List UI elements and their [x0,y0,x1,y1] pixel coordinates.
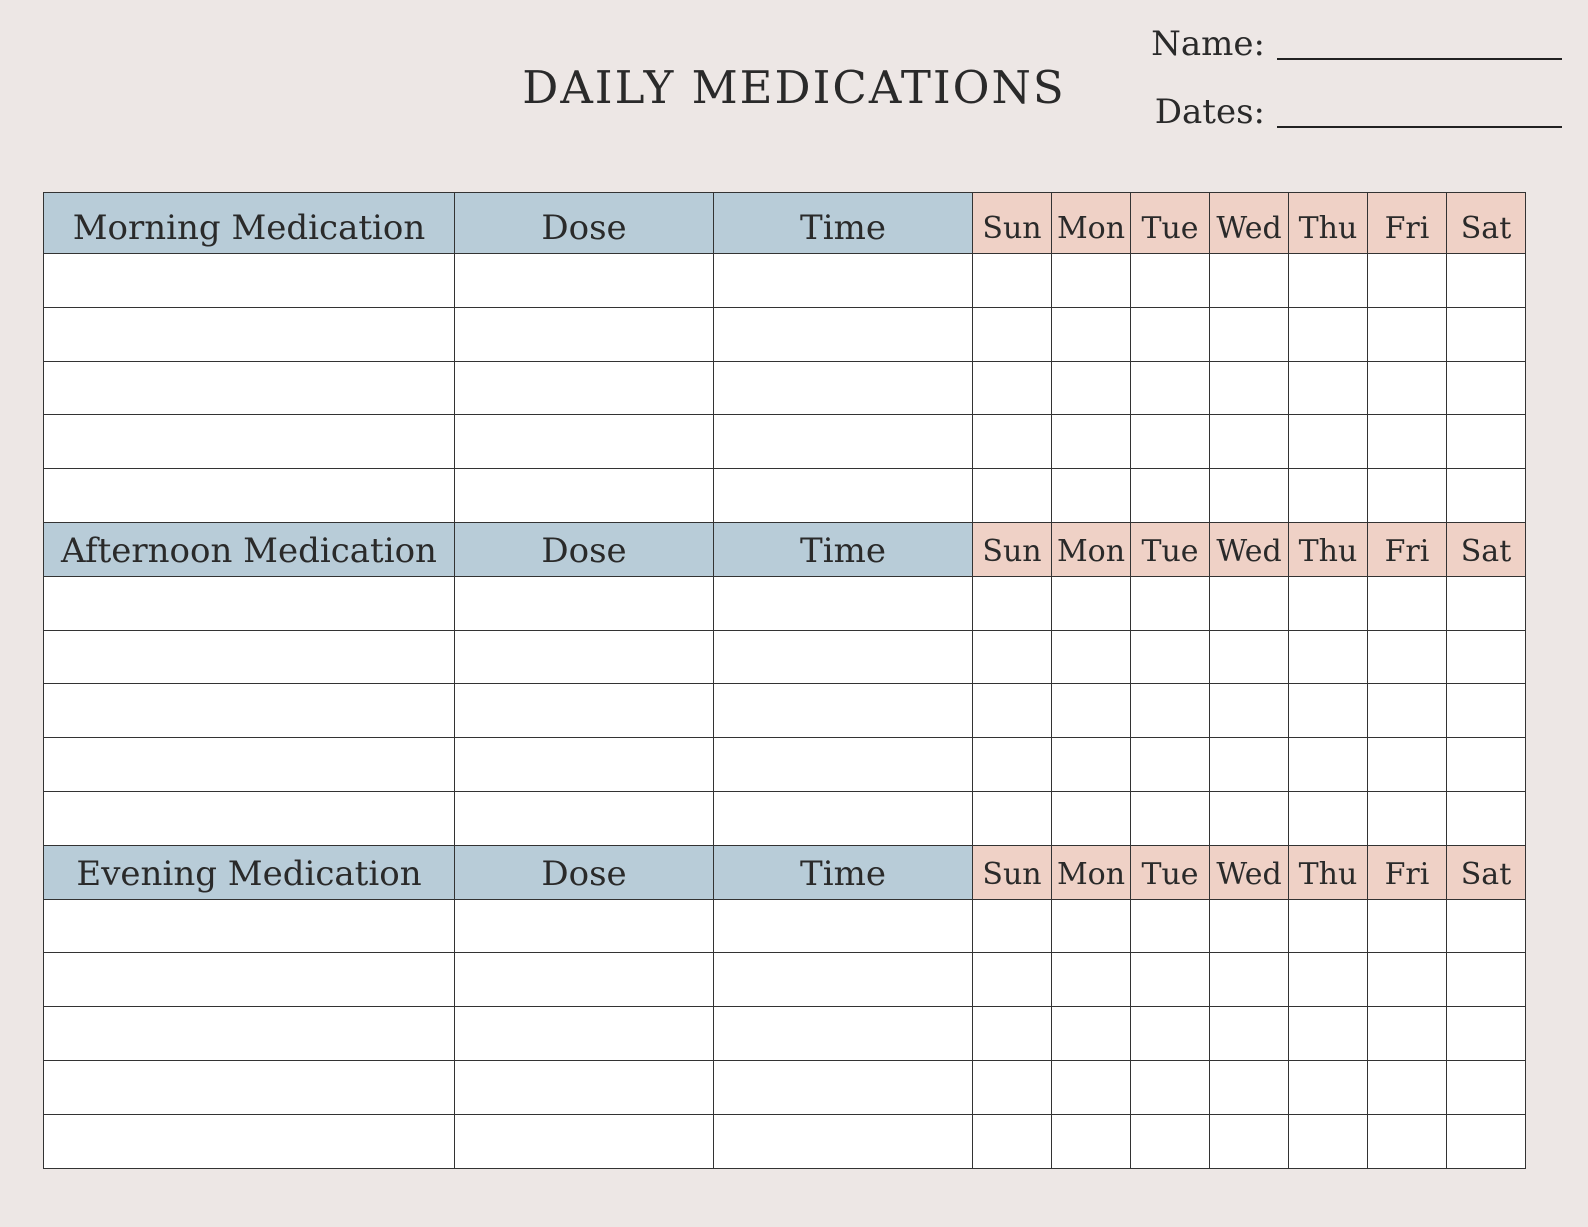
day-check-cell[interactable] [1368,576,1447,630]
time-cell[interactable] [714,791,973,845]
day-check-cell[interactable] [1289,1060,1368,1114]
day-header-thu: Thu [1289,845,1368,899]
day-header-sat: Sat [1447,522,1526,576]
medication-cell[interactable] [44,630,455,684]
dose-cell[interactable] [455,415,714,469]
day-check-cell[interactable] [973,1007,1052,1061]
name-label: Name: [1151,24,1265,64]
day-check-cell[interactable] [1210,791,1289,845]
medication-cell[interactable] [44,576,455,630]
day-check-cell[interactable] [1052,1007,1131,1061]
medication-cell[interactable] [44,684,455,738]
time-cell[interactable] [714,1060,973,1114]
medication-cell[interactable] [44,361,455,415]
time-header: Time [714,845,973,899]
section-title: Evening Medication [44,845,455,899]
day-check-cell[interactable] [1368,738,1447,792]
day-header-mon: Mon [1052,845,1131,899]
time-cell[interactable] [714,1007,973,1061]
day-header-wed: Wed [1210,845,1289,899]
table-row [44,307,1526,361]
day-check-cell[interactable] [1447,630,1526,684]
day-check-cell[interactable] [1052,1114,1131,1168]
day-check-cell[interactable] [1210,899,1289,953]
dose-cell[interactable] [455,469,714,523]
time-cell[interactable] [714,899,973,953]
day-check-cell[interactable] [1289,1114,1368,1168]
day-check-cell[interactable] [1210,415,1289,469]
day-check-cell[interactable] [1052,630,1131,684]
day-check-cell[interactable] [1210,630,1289,684]
day-header-sun: Sun [973,522,1052,576]
day-check-cell[interactable] [1131,1114,1210,1168]
time-cell[interactable] [714,738,973,792]
day-check-cell[interactable] [1131,415,1210,469]
dose-cell[interactable] [455,1007,714,1061]
table-row [44,899,1526,953]
day-check-cell[interactable] [1210,307,1289,361]
day-header-thu: Thu [1289,522,1368,576]
day-check-cell[interactable] [1368,1007,1447,1061]
medication-cell[interactable] [44,415,455,469]
day-check-cell[interactable] [1131,953,1210,1007]
day-check-cell[interactable] [973,899,1052,953]
table-row [44,738,1526,792]
day-check-cell[interactable] [1368,415,1447,469]
day-check-cell[interactable] [1289,415,1368,469]
day-check-cell[interactable] [1447,1060,1526,1114]
day-check-cell[interactable] [1447,953,1526,1007]
day-check-cell[interactable] [1210,254,1289,308]
day-header-sat: Sat [1447,845,1526,899]
day-check-cell[interactable] [1052,684,1131,738]
day-header-wed: Wed [1210,522,1289,576]
medication-cell[interactable] [44,1007,455,1061]
table-row [44,1007,1526,1061]
day-check-cell[interactable] [1131,630,1210,684]
day-check-cell[interactable] [973,361,1052,415]
day-header-fri: Fri [1368,193,1447,254]
day-check-cell[interactable] [1210,469,1289,523]
day-check-cell[interactable] [1052,415,1131,469]
day-header-fri: Fri [1368,522,1447,576]
day-check-cell[interactable] [1289,307,1368,361]
day-check-cell[interactable] [1447,576,1526,630]
day-check-cell[interactable] [973,953,1052,1007]
day-check-cell[interactable] [1447,1114,1526,1168]
day-check-cell[interactable] [1052,576,1131,630]
day-header-mon: Mon [1052,522,1131,576]
time-cell[interactable] [714,361,973,415]
day-check-cell[interactable] [1368,684,1447,738]
day-check-cell[interactable] [1368,899,1447,953]
time-cell[interactable] [714,415,973,469]
day-check-cell[interactable] [1131,1007,1210,1061]
dates-label: Dates: [1154,92,1265,132]
day-check-cell[interactable] [1210,738,1289,792]
day-check-cell[interactable] [1131,361,1210,415]
dose-cell[interactable] [455,684,714,738]
dose-cell[interactable] [455,630,714,684]
day-check-cell[interactable] [1052,791,1131,845]
time-cell[interactable] [714,254,973,308]
table-row [44,630,1526,684]
table-row [44,254,1526,308]
day-check-cell[interactable] [1368,791,1447,845]
day-check-cell[interactable] [1052,307,1131,361]
table-row [44,953,1526,1007]
day-check-cell[interactable] [973,1060,1052,1114]
day-check-cell[interactable] [1052,953,1131,1007]
day-check-cell[interactable] [1289,361,1368,415]
time-cell[interactable] [714,630,973,684]
dose-cell[interactable] [455,1114,714,1168]
time-cell[interactable] [714,953,973,1007]
day-check-cell[interactable] [1289,738,1368,792]
day-check-cell[interactable] [1368,1060,1447,1114]
dose-cell[interactable] [455,307,714,361]
day-check-cell[interactable] [973,415,1052,469]
day-check-cell[interactable] [1131,684,1210,738]
dates-input-line[interactable] [1277,126,1562,128]
day-check-cell[interactable] [1368,361,1447,415]
time-header: Time [714,193,973,254]
day-check-cell[interactable] [1289,630,1368,684]
table-row [44,361,1526,415]
day-check-cell[interactable] [1210,1060,1289,1114]
section-header-row [44,522,1526,576]
dose-cell[interactable] [455,254,714,308]
day-header-wed: Wed [1210,193,1289,254]
medication-cell[interactable] [44,307,455,361]
day-check-cell[interactable] [973,684,1052,738]
day-check-cell[interactable] [1447,415,1526,469]
day-check-cell[interactable] [1289,953,1368,1007]
day-check-cell[interactable] [1447,307,1526,361]
dose-cell[interactable] [455,953,714,1007]
day-check-cell[interactable] [1447,361,1526,415]
day-check-cell[interactable] [1447,738,1526,792]
day-check-cell[interactable] [1289,899,1368,953]
day-check-cell[interactable] [1289,1007,1368,1061]
day-check-cell[interactable] [973,630,1052,684]
time-cell[interactable] [714,576,973,630]
section-title: Morning Medication [44,193,455,254]
medication-cell[interactable] [44,738,455,792]
day-check-cell[interactable] [1210,1114,1289,1168]
time-header: Time [714,522,973,576]
day-header-tue: Tue [1131,522,1210,576]
day-check-cell[interactable] [1289,576,1368,630]
day-check-cell[interactable] [1289,469,1368,523]
day-header-sun: Sun [973,193,1052,254]
day-check-cell[interactable] [1052,899,1131,953]
day-check-cell[interactable] [1131,899,1210,953]
day-check-cell[interactable] [1368,1114,1447,1168]
day-header-tue: Tue [1131,193,1210,254]
day-check-cell[interactable] [1131,576,1210,630]
time-cell[interactable] [714,469,973,523]
day-check-cell[interactable] [1447,899,1526,953]
day-check-cell[interactable] [1289,254,1368,308]
day-check-cell[interactable] [1131,738,1210,792]
day-check-cell[interactable] [1447,469,1526,523]
day-check-cell[interactable] [1131,1060,1210,1114]
day-check-cell[interactable] [1447,1007,1526,1061]
table-row [44,415,1526,469]
dose-cell[interactable] [455,791,714,845]
time-cell[interactable] [714,307,973,361]
dose-cell[interactable] [455,361,714,415]
medication-cell[interactable] [44,899,455,953]
medication-cell[interactable] [44,469,455,523]
day-check-cell[interactable] [1210,361,1289,415]
day-check-cell[interactable] [973,469,1052,523]
day-check-cell[interactable] [1289,791,1368,845]
dose-header: Dose [455,193,714,254]
day-check-cell[interactable] [1210,684,1289,738]
day-header-sun: Sun [973,845,1052,899]
day-check-cell[interactable] [1210,576,1289,630]
day-check-cell[interactable] [1447,684,1526,738]
time-cell[interactable] [714,684,973,738]
day-check-cell[interactable] [973,791,1052,845]
day-check-cell[interactable] [1447,791,1526,845]
day-check-cell[interactable] [973,576,1052,630]
table-row [44,791,1526,845]
table-row [44,1114,1526,1168]
medication-cell[interactable] [44,1114,455,1168]
day-check-cell[interactable] [1368,307,1447,361]
day-check-cell[interactable] [1052,469,1131,523]
day-check-cell[interactable] [1368,254,1447,308]
day-check-cell[interactable] [1368,630,1447,684]
section-header-row [44,845,1526,899]
day-header-sat: Sat [1447,193,1526,254]
medication-table-container [43,192,1526,1169]
day-check-cell[interactable] [1368,469,1447,523]
day-header-fri: Fri [1368,845,1447,899]
medication-table [43,192,1526,1169]
day-header-tue: Tue [1131,845,1210,899]
section-title: Afternoon Medication [44,522,455,576]
name-input-line[interactable] [1277,58,1562,60]
medication-cell[interactable] [44,1060,455,1114]
section-header-row [44,193,1526,254]
time-cell[interactable] [714,1114,973,1168]
day-check-cell[interactable] [1447,254,1526,308]
day-check-cell[interactable] [1052,254,1131,308]
dose-header: Dose [455,845,714,899]
day-check-cell[interactable] [973,1114,1052,1168]
day-check-cell[interactable] [1052,1060,1131,1114]
day-check-cell[interactable] [1131,791,1210,845]
day-check-cell[interactable] [1210,1007,1289,1061]
day-check-cell[interactable] [1131,469,1210,523]
page-title-text: DAILY MEDICATIONS [522,61,1066,114]
medication-cell[interactable] [44,254,455,308]
day-check-cell[interactable] [1052,738,1131,792]
dose-cell[interactable] [455,1060,714,1114]
table-row [44,576,1526,630]
day-check-cell[interactable] [1131,307,1210,361]
day-check-cell[interactable] [973,307,1052,361]
day-check-cell[interactable] [1210,953,1289,1007]
table-row [44,469,1526,523]
day-check-cell[interactable] [1368,953,1447,1007]
dose-cell[interactable] [455,738,714,792]
day-check-cell[interactable] [973,254,1052,308]
day-check-cell[interactable] [973,738,1052,792]
medication-cell[interactable] [44,953,455,1007]
table-row [44,684,1526,738]
day-header-thu: Thu [1289,193,1368,254]
table-row [44,1060,1526,1114]
medication-cell[interactable] [44,791,455,845]
day-check-cell[interactable] [1289,684,1368,738]
dose-cell[interactable] [455,576,714,630]
dates-field [1147,92,1562,132]
name-field [1147,24,1562,64]
day-check-cell[interactable] [1052,361,1131,415]
day-check-cell[interactable] [1131,254,1210,308]
dose-header: Dose [455,522,714,576]
day-header-mon: Mon [1052,193,1131,254]
dose-cell[interactable] [455,899,714,953]
